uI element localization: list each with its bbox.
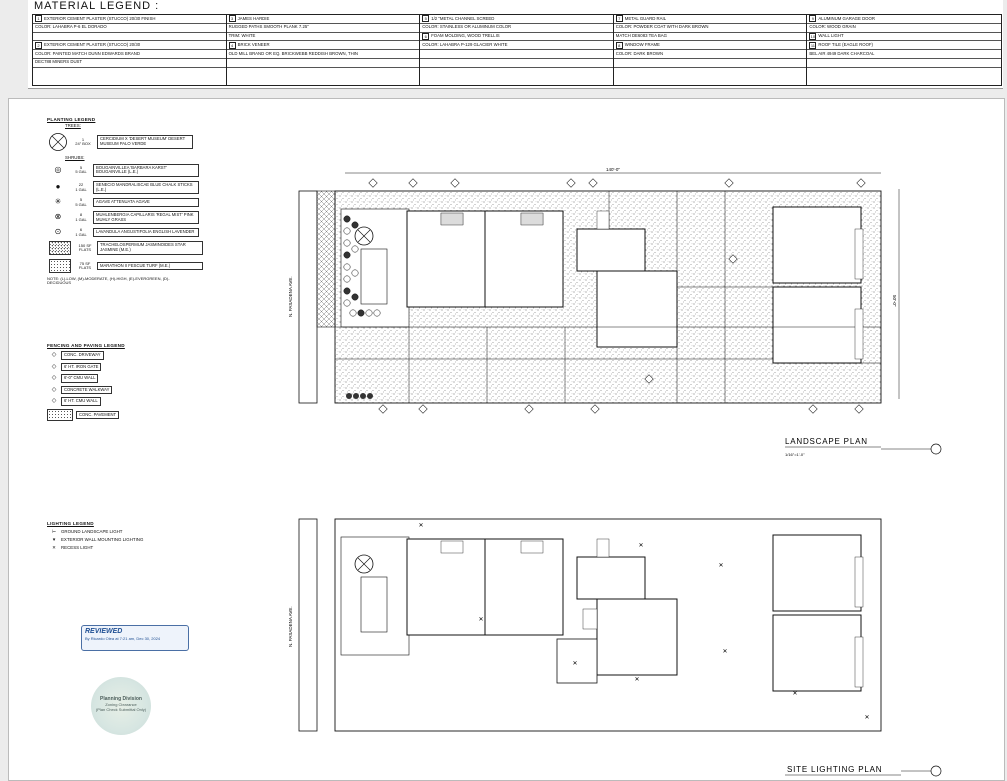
material-legend-column — [33, 15, 227, 85]
lighting-plan-title: SITE LIGHTING PLAN — [787, 765, 883, 774]
callout-diamond-icon — [589, 179, 597, 187]
material-text: EXTERIOR CEMENT PLASTER (STUCCO) 20/30 FINISH — [44, 15, 156, 21]
tree-qty: 1 — [81, 136, 85, 142]
material-number: 1 — [35, 15, 42, 22]
shrub-name: MUHLENBERGIA CAPILLARIS 'REGAL MIST' PINK MUHLY GRASS — [93, 211, 199, 224]
material-text: OLD MILL BRAND OR EQ. BRICKWEBB REDDISH BROWN, THIN — [228, 50, 358, 56]
material-legend-row — [614, 41, 807, 50]
north-arrow-icon — [931, 444, 941, 454]
material-legend-row — [227, 41, 420, 50]
stamp-title: REVIEWED — [85, 628, 123, 635]
material-legend-row — [227, 24, 420, 33]
callout-diamond-icon: ◇ — [51, 398, 57, 405]
material-text: ROOF TILE (EAGLE ROOF) — [818, 41, 873, 47]
material-legend-row — [420, 59, 613, 68]
groundcover-qty: 150 SF — [78, 242, 92, 248]
dim-side-label: 50'-0" — [892, 295, 897, 307]
material-text: TRIM: WHITE — [228, 33, 256, 39]
recess-light-icon: ✕ — [722, 649, 728, 655]
material-legend-row — [614, 15, 807, 24]
shrub-name: BOUGAINVILLEA 'BARBARA KARST' BOUGAINVILLE (L.E.) — [93, 164, 199, 177]
material-number: 4 — [229, 42, 236, 49]
material-legend-row — [807, 33, 1001, 42]
dim-top-label: 140'-0" — [606, 167, 620, 172]
material-text: COLOR: WOOD GRAIN — [809, 24, 856, 30]
shrub-icon — [344, 276, 350, 282]
material-number: 11 — [810, 42, 815, 48]
material-text: COLOR: POWDER COAT WITH DARK BROWN — [615, 24, 709, 30]
material-text: 1/2 "METAL CHANNEL SCREED — [431, 15, 495, 21]
lighting-item-label: EXTERIOR WALL MOUNTING LIGHTING — [61, 536, 144, 542]
material-legend-row — [420, 33, 613, 42]
material-legend-row — [227, 59, 420, 68]
lighting-street-label: N. PASADENA AVE. — [288, 606, 293, 647]
shrub-icon — [350, 310, 356, 316]
fencing-label: 6' HT. IRON GATE — [61, 363, 101, 372]
callout-diamond-icon — [419, 405, 427, 413]
material-number: 9 — [809, 15, 816, 22]
material-text: COLOR: PAINTED MATCH DUNN EDWARDS BRAND — [35, 50, 140, 56]
material-text: EXTERIOR CEMENT PLASTER (STUCCO) 20/30 — [44, 41, 141, 47]
shrub-qty: 8 — [79, 212, 83, 218]
shrub-icon — [352, 270, 358, 276]
fencing-label: CONC. DRIVEWAY — [61, 351, 104, 360]
shrub-icon — [358, 310, 364, 316]
fencing-label: 6'-0" CMU WALL — [61, 374, 98, 383]
trees-heading: TREES: — [65, 123, 81, 129]
material-legend-row — [614, 24, 807, 33]
material-number: 5 — [422, 15, 429, 22]
material-number: 6 — [422, 33, 429, 40]
material-number: 8 — [616, 42, 623, 49]
material-number: 10 — [810, 33, 816, 39]
shrub-icon — [344, 240, 350, 246]
landscape-plan — [288, 167, 941, 457]
shrub-icon — [352, 294, 358, 300]
shrub-icon — [366, 310, 372, 316]
material-text: MATCH DE6083 TEA BAG — [615, 33, 667, 39]
seal-line2: (Plan Check Submittal Only) — [95, 707, 147, 712]
shrub-symbol-icon: ◎ — [54, 164, 62, 174]
callout-diamond-icon — [855, 405, 863, 413]
material-text: COLOR: STAINLESS OR ALUMINUM COLOR — [422, 24, 512, 30]
shrub-size: 1 GAL — [75, 186, 87, 192]
material-legend-row — [33, 50, 226, 59]
material-legend-row — [807, 41, 1001, 50]
shrub-symbol-icon: ✳ — [54, 197, 62, 207]
shrub-size: 5 GAL — [75, 169, 87, 175]
shrub-icon — [374, 310, 380, 316]
shrub-size: 1 GAL — [75, 216, 87, 222]
planning-division-seal — [91, 677, 151, 735]
groundcover-size: FLATS — [78, 246, 92, 252]
shrub-symbol-icon: ● — [55, 182, 61, 192]
callout-diamond-icon — [379, 405, 387, 413]
material-text: METAL GUARD RAIL — [624, 15, 667, 21]
ground-light-icon: ⊢ — [52, 529, 56, 535]
recess-light-icon: ✕ — [52, 544, 56, 550]
recess-light-icon: ✕ — [572, 661, 578, 667]
shrub-name: SENECIO MANDRALISCAE BLUE CHALK STICKS (L.E.) — [93, 181, 199, 194]
callout-diamond-icon — [451, 179, 459, 187]
callout-diamond-icon: ◇ — [51, 352, 57, 359]
shrub-qty: 5 — [79, 164, 83, 170]
material-legend-row — [420, 24, 613, 33]
lighting-item-label: RECESS LIGHT — [61, 544, 94, 550]
material-legend-row — [614, 59, 807, 68]
callout-diamond-icon — [525, 405, 533, 413]
site-plans — [9, 99, 1004, 780]
callout-diamond-icon — [409, 179, 417, 187]
pavement-label: CONC. PAVEMENT — [76, 411, 119, 420]
landscape-plan-scale: 1/16"=1'-0" — [785, 452, 805, 457]
lighting-legend-title: LIGHTING LEGEND — [47, 521, 94, 526]
callout-diamond-icon: ◇ — [51, 386, 57, 393]
seal-title: Planning Division — [100, 696, 142, 702]
material-legend-row — [227, 15, 420, 24]
tree-size: 24" BOX — [75, 140, 91, 146]
material-text: RUGGED PATHS SMOOTH PLANK 7.25" — [228, 24, 309, 30]
fencing-legend-title: FENCING AND PAVING LEGEND — [47, 343, 125, 348]
material-text: COLOR: LAHABRA P-6 EL DORADO — [35, 24, 107, 30]
material-legend-table — [32, 14, 1002, 86]
material-legend-row — [614, 33, 807, 42]
shrub-name: LAVANDULA ANGUSTIFOLIA ENGLISH LAVENDER — [93, 228, 199, 237]
callout-diamond-icon — [369, 179, 377, 187]
recess-light-icon: ✕ — [634, 677, 640, 683]
shrub-icon — [344, 252, 350, 258]
recess-light-icon: ✕ — [792, 691, 798, 697]
material-legend-title: MATERIAL LEGEND : — [34, 0, 160, 12]
shrub-size: 1 GAL — [75, 231, 87, 237]
shrub-symbol-icon: ⊗ — [54, 212, 62, 222]
recess-light-icon: ✕ — [418, 523, 424, 529]
landscape-plan-title: LANDSCAPE PLAN — [785, 437, 868, 446]
material-legend-row — [614, 50, 807, 59]
material-legend-row — [807, 59, 1001, 68]
shrub-icon — [352, 222, 358, 228]
material-legend-row — [33, 41, 226, 50]
material-legend-row — [33, 59, 226, 68]
material-number: 3 — [229, 15, 236, 22]
material-legend-row — [227, 50, 420, 59]
material-text: WALL LIGHT — [818, 33, 844, 39]
drawing-sheet — [8, 98, 1005, 781]
material-legend-row — [33, 15, 226, 24]
review-stamp — [81, 625, 189, 651]
material-legend-row — [33, 24, 226, 33]
callout-diamond-icon: ◇ — [51, 375, 57, 382]
shrub-icon — [352, 246, 358, 252]
material-number: 7 — [616, 15, 623, 22]
recess-light-icon: ✕ — [638, 543, 644, 549]
shrub-size: 5 GAL — [75, 201, 87, 207]
shrub-icon — [344, 300, 350, 306]
callout-diamond-icon: ◇ — [51, 363, 57, 370]
shrub-icon — [344, 288, 350, 294]
material-text: FOAM MOLDING, WOOD TRELLIS — [431, 33, 500, 39]
shrubs-heading: SHRUBS: — [65, 154, 85, 160]
groundcover-qty: 75 SF — [79, 260, 91, 266]
planting-note: NOTE: (L)-LOW, (M)-MODERATE, (H)-HIGH, (E)-EVERGREEN, (D)-DECIDUOUS — [47, 275, 170, 286]
groundcover-size: FLATS — [78, 264, 92, 270]
lighting-north-arrow-icon — [931, 766, 941, 776]
material-text: WINDOW FRAME — [624, 41, 660, 47]
material-legend-column — [807, 15, 1001, 85]
material-legend-row — [420, 15, 613, 24]
material-text: JAMES HARDIE — [237, 15, 270, 21]
material-legend-column — [227, 15, 421, 85]
material-legend-row — [33, 33, 226, 42]
callout-diamond-icon — [809, 405, 817, 413]
groundcover-name: MARATHON II FESCUE TURF (M.E.) — [97, 262, 203, 271]
planting-legend-title: PLANTING LEGEND — [47, 117, 96, 122]
material-legend-column — [420, 15, 614, 85]
material-legend-row — [807, 24, 1001, 33]
shrub-qty: 5 — [79, 197, 83, 203]
groundcover-name: TRACHELOSPERMUM JASMINOIDES STAR JASMINE (M.E.) — [97, 241, 203, 254]
lighting-item-label: GROUND LANDSCAPE LIGHT — [61, 529, 123, 535]
material-text: COLOR: DARK BROWN — [615, 50, 664, 56]
lighting-plan — [288, 519, 941, 776]
material-legend-row — [807, 15, 1001, 24]
shrub-qty: 6 — [79, 227, 83, 233]
callout-diamond-icon — [857, 179, 865, 187]
fencing-label: CONCRETE WALKWAY — [61, 386, 112, 395]
callout-diamond-icon — [725, 179, 733, 187]
material-legend-row — [420, 41, 613, 50]
material-legend-column — [614, 15, 808, 85]
recess-light-icon: ✕ — [864, 715, 870, 721]
shrub-icon — [344, 228, 350, 234]
seal-line1: Zoning Clearance — [105, 702, 137, 707]
material-text: ALUMINUM GARAGE DOOR — [818, 15, 875, 21]
material-legend — [28, 0, 1003, 89]
recess-light-icon: ✕ — [718, 563, 724, 569]
material-legend-row — [227, 33, 420, 42]
stamp-subtitle: By Ricardo Olea at 7:21 am, Dec 30, 2024 — [85, 636, 161, 641]
callout-diamond-icon — [567, 179, 575, 187]
material-text: BRICK VENEER — [237, 41, 270, 47]
fencing-label: 6' HT. CMU WALL — [61, 397, 101, 406]
wall-light-icon: ▼ — [51, 536, 57, 542]
tree-name: CERCIDIUM X 'DESERT MUSEUM' DESERT MUSEUM PALO VERDE — [97, 135, 193, 148]
material-text: COLOR: LAHABRA P-129 GLACIER WHITE — [422, 41, 508, 47]
recess-light-icon: ✕ — [478, 617, 484, 623]
material-legend-row — [807, 50, 1001, 59]
shrub-qty: 22 — [78, 182, 84, 188]
shrub-icon — [344, 264, 350, 270]
material-legend-row — [420, 50, 613, 59]
callout-diamond-icon — [591, 405, 599, 413]
shrub-symbol-icon: ⊙ — [54, 227, 62, 237]
material-text: BEL AIR 4949 DARK CHARCOAL — [809, 50, 875, 56]
material-number: 2 — [35, 42, 42, 49]
street-label: N. PASADENA AVE. — [288, 276, 293, 317]
shrub-icon — [344, 216, 350, 222]
shrub-name: AGAVE ATTENUATA AGAVE — [93, 198, 199, 207]
material-text: DEC788 MINERS DUST — [35, 59, 83, 65]
